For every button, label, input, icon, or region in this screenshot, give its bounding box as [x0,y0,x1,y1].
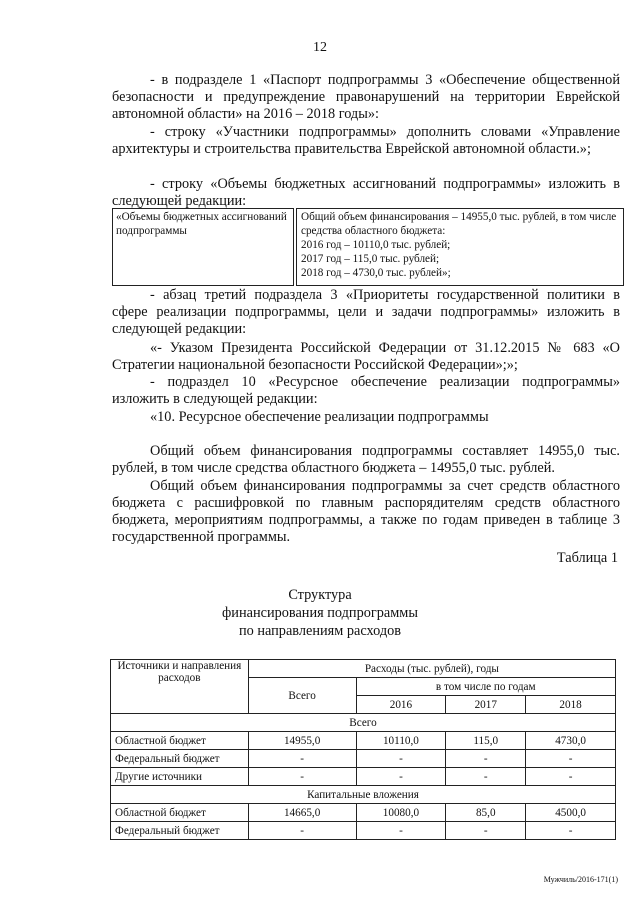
header-sources: Источники и направления расходов [111,660,249,714]
row-label: Областной бюджет [111,804,249,822]
table-row [111,804,616,822]
row-label: Федеральный бюджет [111,750,249,768]
cell-total: - [248,768,356,786]
section-title: Капитальные вложения [111,786,616,804]
passport-line: 2017 год – 115,0 тыс. рублей; [301,253,440,265]
header-year: 2018 [526,696,616,714]
row-label: Федеральный бюджет [111,822,249,840]
table-title-line-2: финансирования подпрограммы [222,605,418,621]
section-row [111,714,616,732]
cell-total: 14955,0 [248,732,356,750]
cell-2018: - [526,822,616,840]
passport-label-cell: «Объемы бюджетных ассигнований подпрограммы [112,208,294,286]
header-total: Всего [248,678,356,714]
paragraph-volumes: - строку «Объемы бюджетных ассигнований подпрограммы» изложить в следующей редакции: [112,176,620,209]
cell-2018: - [526,750,616,768]
footer-code: Мужчиль/2016-171(1) [543,875,618,884]
section-title: Всего [111,714,616,732]
cell-2016: - [356,768,446,786]
header-year: 2017 [446,696,526,714]
cell-2016: - [356,822,446,840]
cell-2016: 10110,0 [356,732,446,750]
cell-2018: 4730,0 [526,732,616,750]
paragraph-decree: «- Указом Президента Российской Федерации от 31.12.2015 № 683 «О Стратегии национальной безопасности Российской Федерации»;»; [112,340,620,373]
table-row [111,732,616,750]
cell-total: - [248,822,356,840]
table-title-line-3: по направлениям расходов [238,623,402,639]
cell-2018: - [526,768,616,786]
paragraph-financing-breakdown: Общий объем финансирования подпрограммы за счет средств областного бюджета с расшифровкой по главным распорядителям средств областного бюджета, мероприятиям подпрограммы, а также по годам приведен в таблице 3 государственной программы. [112,478,620,545]
header-by-years: в том числе по годам [356,678,615,696]
financing-table [110,659,616,840]
row-label: Другие источники [111,768,249,786]
paragraph-passport: - в подразделе 1 «Паспорт подпрограммы 3 «Обеспечение общественной безопасности и предупреждение правонарушений на территории Еврейской автономной области» на 2016 – 2018 годы»: [112,72,620,122]
table-row [111,822,616,840]
table-header-row [111,660,616,678]
cell-2017: - [446,750,526,768]
page-number: 12 [313,40,327,55]
row-label: Областной бюджет [111,732,249,750]
cell-2018: 4500,0 [526,804,616,822]
section-heading: «10. Ресурсное обеспечение реализации подпрограммы [150,409,489,425]
paragraph-participants: - строку «Участники подпрограммы» дополнить словами «Управление архитектуры и строительства правительства Еврейской автономной области.»; [112,124,620,157]
cell-2017: - [446,768,526,786]
passport-value-cell [296,208,624,286]
table-row [111,750,616,768]
cell-2017: 85,0 [446,804,526,822]
paragraph-subsection-10: - подраздел 10 «Ресурсное обеспечение реализации подпрограммы» изложить в следующей редакции: [112,374,620,407]
cell-2016: - [356,750,446,768]
passport-line: 2018 год – 4730,0 тыс. рублей»; [301,267,451,279]
header-year: 2016 [356,696,446,714]
table-row [111,768,616,786]
passport-line: 2016 год – 10110,0 тыс. рублей; [301,239,451,251]
section-row [111,786,616,804]
cell-2017: 115,0 [446,732,526,750]
cell-2016: 10080,0 [356,804,446,822]
table-title-line-1: Структура [288,587,352,603]
cell-2017: - [446,822,526,840]
paragraph-priorities: - абзац третий подраздела 3 «Приоритеты государственной политики в сфере реализации подпрограммы, цели и задачи подпрограммы» изложить в следующей редакции: [112,287,620,337]
cell-total: 14665,0 [248,804,356,822]
table-label: Таблица 1 [556,550,618,566]
passport-line: Общий объем финансирования – 14955,0 тыс. рублей, в том числе средства областного бюджета: [301,211,617,237]
cell-total: - [248,750,356,768]
paragraph-total-financing: Общий объем финансирования подпрограммы составляет 14955,0 тыс. рублей, в том числе средства областного бюджета – 14955,0 тыс. рублей. [112,443,620,476]
header-expenses: Расходы (тыс. рублей), годы [248,660,615,678]
